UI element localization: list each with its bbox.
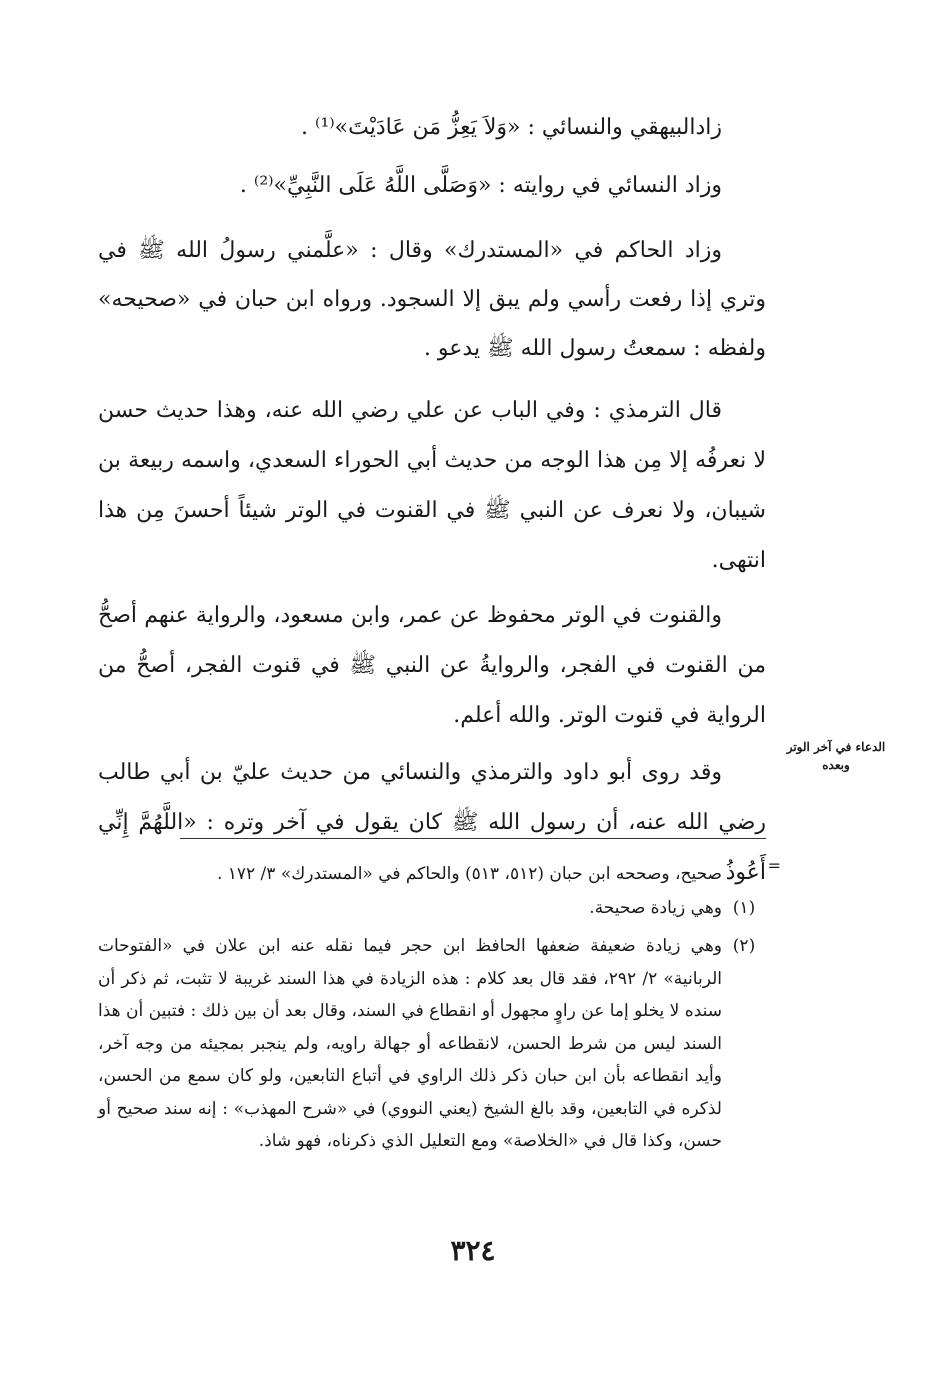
footnote-2 [98,930,766,1158]
paragraph-abu-dawud: وقد روى أبو داود والترمذي والنسائي من حديث عليّ بن أبي طالب رضي الله عنه، أن رسول الله ﷺ كان يقول في آخر وتره : «اللَّهُمَّ إِنِّي أَعُوذُ [98,760,766,885]
footnote-2-text: وهي زيادة ضعيفة ضعفها الحافظ ابن حجر فيما نقله عنه ابن علان في «الفتوحات الربانية» ٢/ ٢٩٢، فقد قال بعد كلام : هذه الزيادة في هذا السند غريبة لا تثبت، ثم ذكر أن سنده لا يخلو إما عن راوٍ مجهول أو انقطاع في السند، وقال بعد أن بين ذلك : فتبين أن هذا السند ليس من شرط الحسن، لانقطاعه أو جهالة راويه، ولم ينجبر بمجيئه من وجه آخر، وأيد انقطاعه بأن ابن حبان ذكر ذلك الراوي في أتباع التابعين، ولو كان سمع من الحسن، لذكره في التابعين، وقد بالغ الشيخ (يعني النووي) في «شرح المهذب» : إنه سند صحيح أو حسن، وكذا قال في «الخلاصة» ومع التعليل الذي ذكرناه، فهو شاذ. [98,936,722,1151]
paragraph-tirmidhi: قال الترمذي : وفي الباب عن علي رضي الله عنه، وهذا حديث حسن لا نعرفُه إلا مِن هذا الوجه من حديث أبي الحوراء السعدي، واسمه ربيعة بن شيبان، ولا نعرف عن النبي ﷺ في القنوت في الوتر شيئاً أحسنَ مِن هذا انتهى. [98,398,766,573]
text-line-nasai: وزاد النسائي في روايته : «وَصَلَّى اللَّهُ عَلَى النَّبِيِّ»⁽²⁾ . [239,173,722,198]
footnote-continuation-text: صحيح، وصححه ابن حبان (٥١٢، ٥١٣) والحاكم في «المستدرك» ٣/ ١٧٢ . [216,864,722,884]
footnote-1-text: وهي زيادة صحيحة. [589,898,722,918]
footnote-number-spacer [722,858,766,890]
margin-note: الدعاء في آخر الوتر وبعده [786,740,886,772]
text-line-bayhaqi: زادالبيهقي والنسائي : «وَلاَ يَعِزُّ مَن عَادَيْتَ»⁽¹⁾ . [301,115,722,140]
footnote-2-number: (٢) [732,936,756,956]
footnote-1 [98,892,766,924]
paragraph-hakim: وزاد الحاكم في «المستدرك» وقال : «علَّمني رسولُ الله ﷺ في وتري إذا رفعت رأسي ولم يبق إلا السجود. ورواه ابن حبان في «صحيحه» ولفظه : سمعتُ رسول الله ﷺ يدعو . [98,238,766,361]
page-number: ٣٢٤ [450,1234,496,1267]
footnote-1-number: (١) [732,898,756,918]
footnote-divider [180,838,766,839]
paragraph-qunut: والقنوت في الوتر محفوظ عن عمر، وابن مسعود، والرواية عنهم أصحُّ من القنوت في الفجر، والروايةُ عن النبي ﷺ في قنوت الفجر، أصحُّ من الرواية في قنوت الوتر. والله أعلم. [98,603,766,728]
footnote-continuation-marker: = [767,856,781,875]
footnote-continuation [98,858,766,890]
